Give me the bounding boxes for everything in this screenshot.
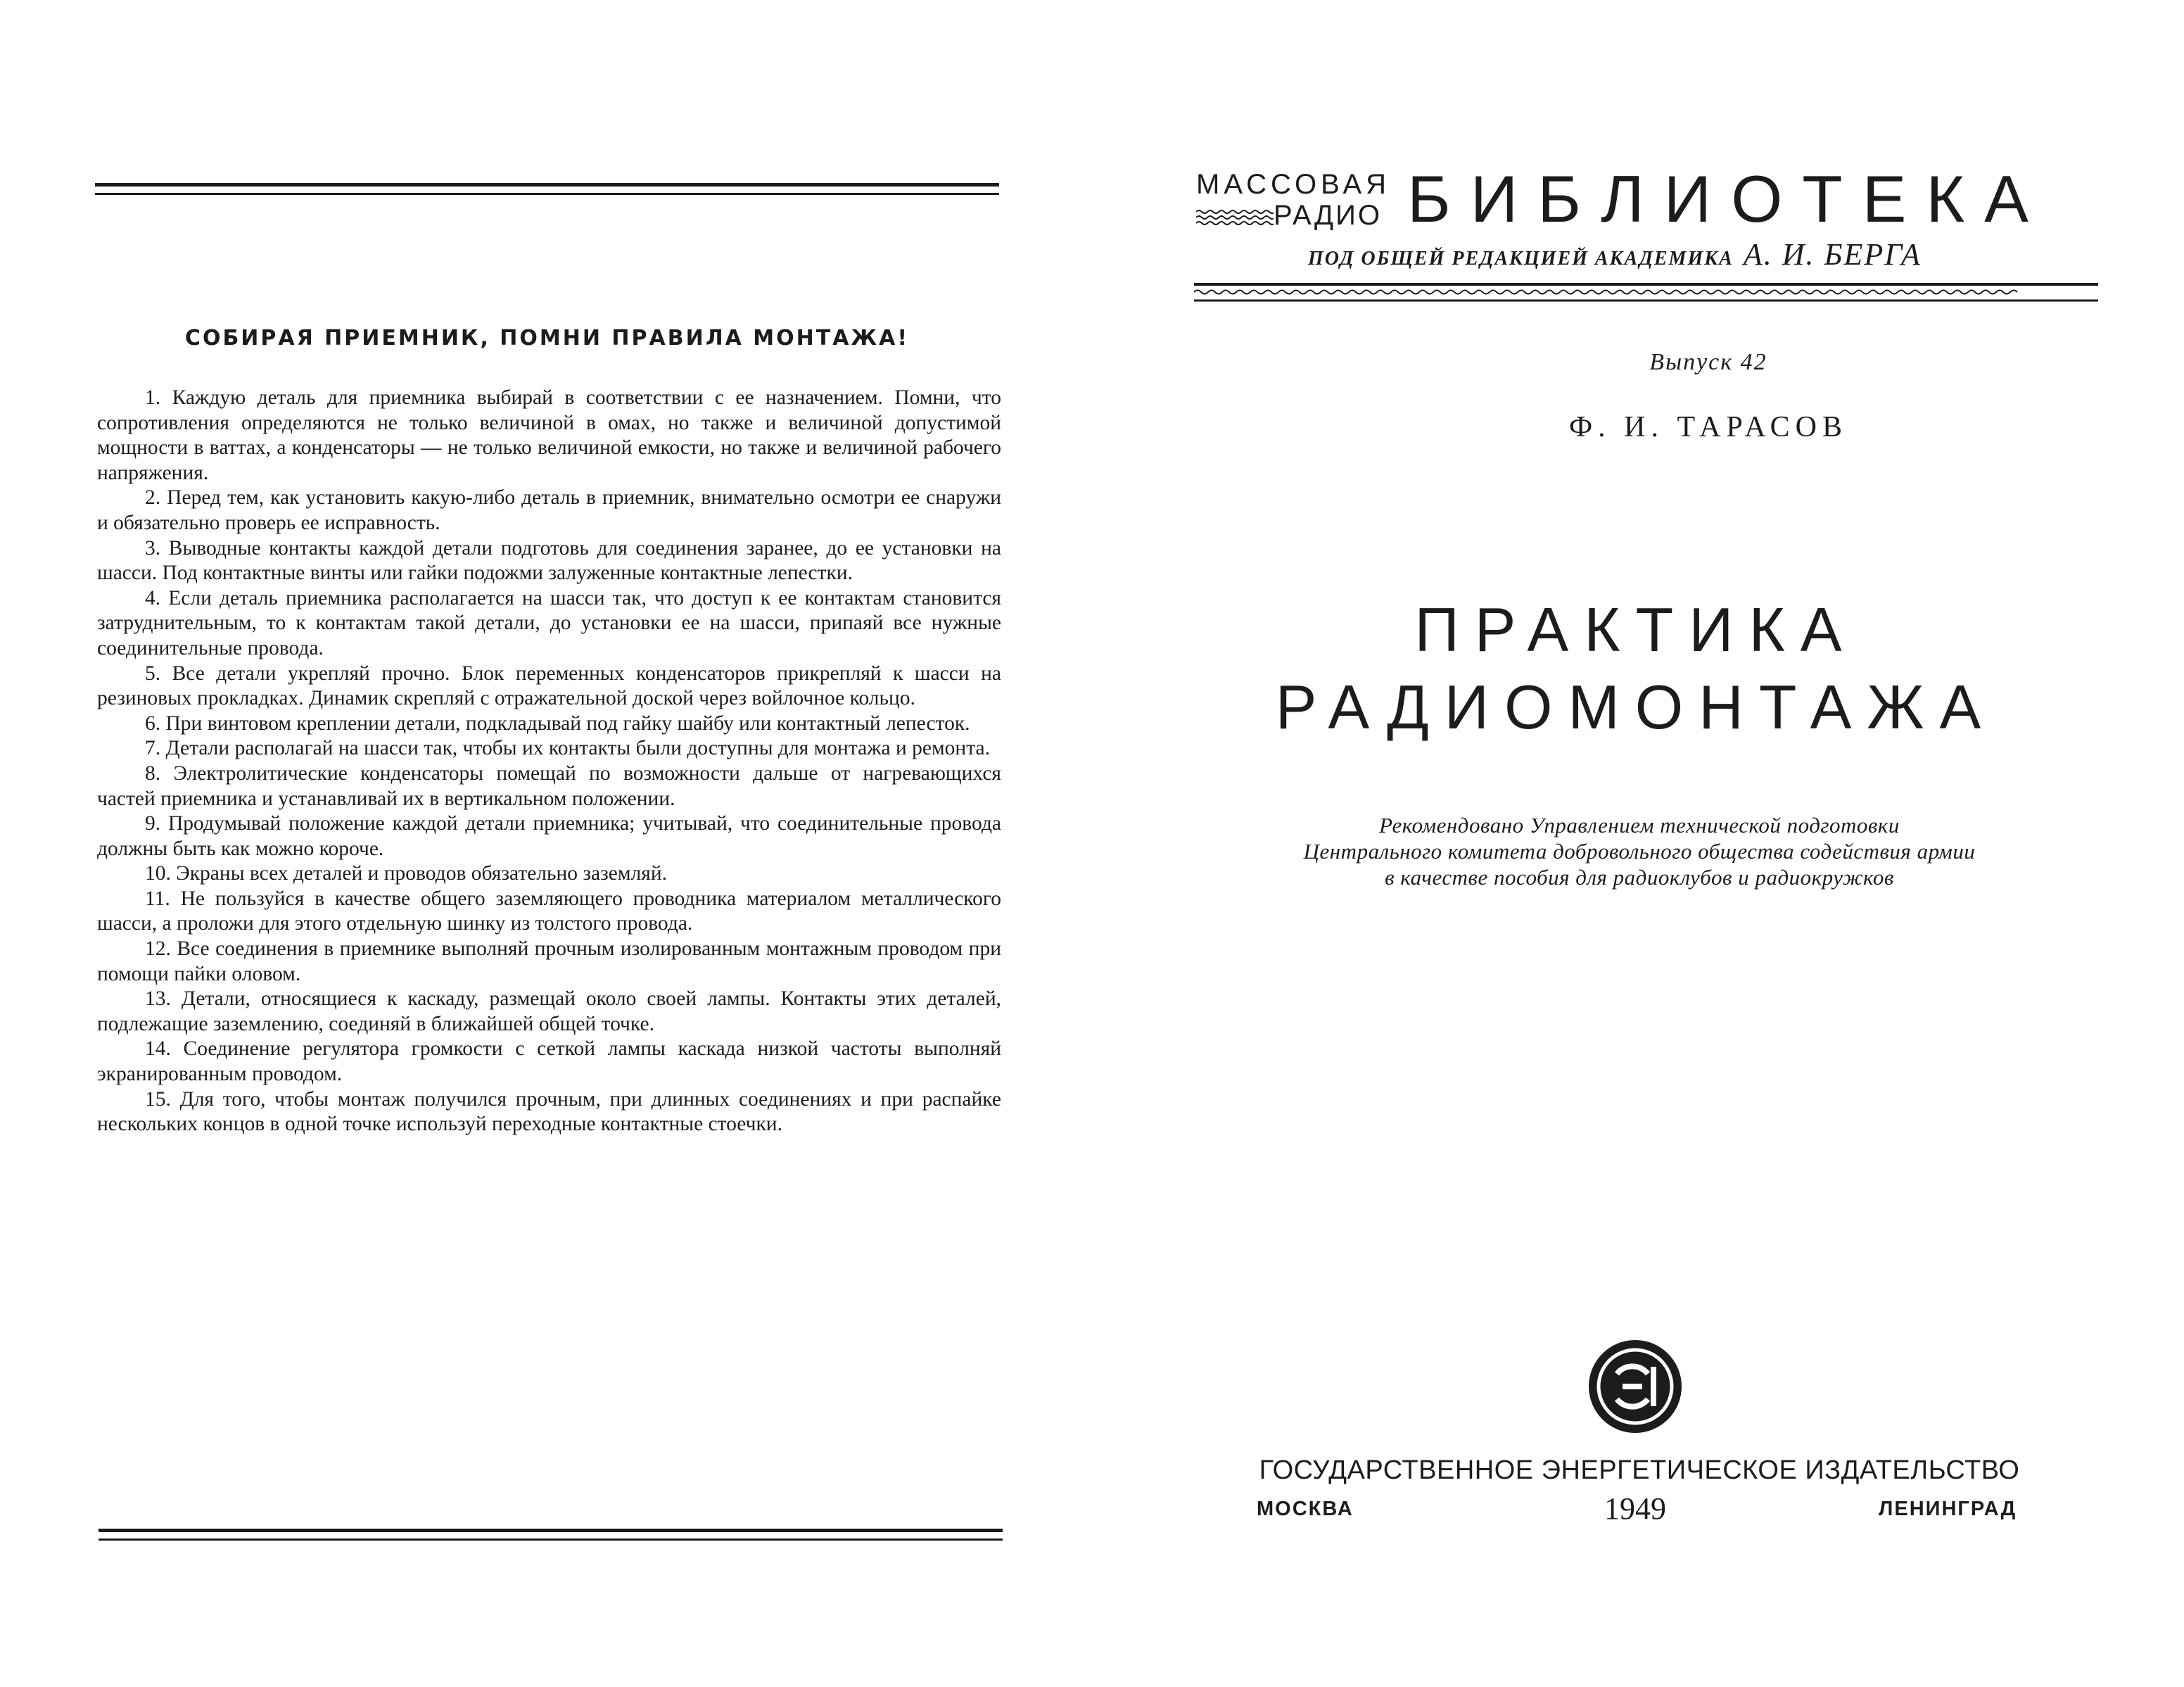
- publisher-name: ГОСУДАРСТВЕННОЕ ЭНЕРГЕТИЧЕСКОЕ ИЗДАТЕЛЬСТВО: [1259, 1455, 2020, 1485]
- wave-lines-icon: [1196, 206, 1274, 227]
- wavy-double-rule: [1194, 278, 2098, 306]
- rules-list: [97, 386, 1001, 1137]
- publication-year: 1949: [1604, 1491, 1666, 1526]
- series-editor-line: [1308, 236, 2012, 272]
- rule-item: 9. Продумывай положение каждой детали приемника; учитывай, что соединительные провода должны быть как можно короче.: [97, 812, 1001, 860]
- recommendation-text: [1196, 812, 2083, 890]
- rules-heading: СОБИРАЯ ПРИЕМНИК, ПОМНИ ПРАВИЛА МОНТАЖА!: [184, 326, 910, 350]
- book-title-line1: ПРАКТИКА: [1414, 595, 1858, 664]
- recommendation-line: Центрального комитета добровольного общества содействия армии: [1303, 839, 1976, 864]
- rule-item: 1. Каждую деталь для приемника выбирай в соответствии с ее назначением. Помни, что сопротивления определяются не только величиной в омах, но также и величиной допустимой мощности в ваттах, а конденсаторы — не только величиной емкости, но также и величиной рабочего напряжения.: [97, 386, 1001, 484]
- rule-item: 7. Детали располагай на шасси так, чтобы их контакты были доступны для монтажа и ремонта.: [145, 737, 990, 760]
- rule-item: 12. Все соединения в приемнике выполняй прочным изолированным монтажным проводом при помощи пайки оловом.: [97, 937, 1001, 985]
- editor-prefix: ПОД ОБЩЕЙ РЕДАКЦИЕЙ АКАДЕМИКА: [1308, 248, 1734, 270]
- rule-item: 11. Не пользуйся в качестве общего заземляющего проводника материалом металлического шасси, а проложи для этого отдельную шинку из толстого провода.: [97, 887, 1001, 935]
- editor-name: А. И. БЕРГА: [1743, 237, 1922, 272]
- publisher-city-moscow: МОСКВА: [1257, 1498, 1354, 1520]
- author-name: [1092, 410, 2184, 444]
- rule-item: 6. При винтовом креплении детали, подкладывай под гайку шайбу или контактный лепесток.: [145, 712, 970, 735]
- recommendation-line: Рекомендовано Управлением технической подготовки: [1379, 813, 1900, 838]
- rule-item: 15. Для того, чтобы монтаж получился прочным, при длинных соединениях и при распайке нескольких концов в одной точке используй переходные контактные стоечки.: [97, 1087, 1001, 1136]
- rule-item: 8. Электролитические конденсаторы помещай по возможности дальше от нагревающихся частей приемника и устанавливай их в вертикальном положении.: [97, 762, 1001, 810]
- series-library-title: БИБЛИОТЕКА: [1407, 162, 2048, 236]
- series-small-line2: [1196, 201, 1400, 229]
- rule-item: 5. Все детали укрепляй прочно. Блок переменных конденсаторов прикрепляй к шасси на резиновых прокладках. Динамик скрепляй с отражательной доской через войлочное кольцо.: [97, 662, 1001, 710]
- rule-item: 3. Выводные контакты каждой детали подготовь для соединения заранее, до ее установки на шасси. Под контактные винты или гайки подожми залуженные контактные лепестки.: [97, 536, 1001, 585]
- book-title-line2: РАДИОМОНТАЖА: [1275, 672, 1997, 742]
- issue-number: [1092, 349, 2184, 376]
- bottom-double-rule: [99, 1529, 1003, 1541]
- book-title: [1266, 591, 2005, 746]
- author-text: Ф. И. ТАРАСОВ: [1569, 411, 1848, 443]
- series-radio-word: РАДИО: [1274, 200, 1382, 231]
- rule-item: 4. Если деталь приемника располагается на шасси так, что доступ к ее контактам становится затруднительным, то к контактам такой детали, до установки ее на шасси, припаяй все нужные соединительные провода.: [97, 586, 1001, 659]
- top-double-rule: [95, 183, 999, 195]
- publisher-city-leningrad: ЛЕНИНГРАД: [1879, 1498, 2017, 1520]
- rule-item: 2. Перед тем, как установить какую-либо деталь в приемник, внимательно осмотри ее снаружи и обязательно проверь ее исправность.: [97, 486, 1001, 534]
- series-small-line1: МАССОВАЯ: [1196, 169, 1391, 200]
- publisher-logo-icon: [1586, 1337, 1684, 1436]
- issue-text: Выпуск 42: [1649, 349, 1767, 375]
- rule-item: 13. Детали, относящиеся к каскаду, размещай около своей лампы. Контакты этих деталей, подлежащие заземлению, соединяй в ближайшей общей точке.: [97, 987, 1001, 1035]
- rule-item: 14. Соединение регулятора громкости с сеткой лампы каскада низкой частоты выполняй экранированным проводом.: [97, 1037, 1001, 1086]
- rule-item: 10. Экраны всех деталей и проводов обязательно заземляй.: [145, 862, 668, 885]
- recommendation-line: в качестве пособия для радиоклубов и радиокружков: [1385, 865, 1894, 890]
